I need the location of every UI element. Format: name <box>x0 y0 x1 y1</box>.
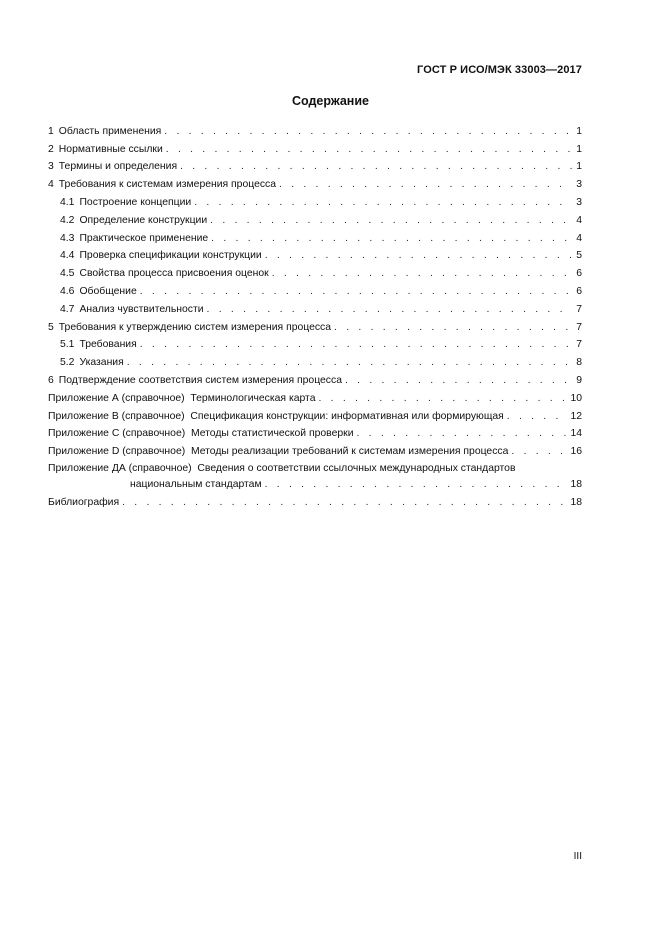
toc-entry-title: Приложение С (справочное) Методы статистической проверки <box>48 428 354 440</box>
toc-entry-page: 4 <box>576 232 582 244</box>
toc-entry[interactable] <box>48 120 582 138</box>
toc-entry-number: 4.5 <box>60 268 75 280</box>
toc-entry[interactable] <box>48 262 582 280</box>
toc-entry-page: 10 <box>570 392 582 404</box>
toc-entry-number: 5 <box>48 321 54 333</box>
toc-entry-page: 6 <box>576 285 582 297</box>
dot-leader <box>279 178 572 191</box>
toc-entry-appendix[interactable] <box>48 423 582 441</box>
dot-leader <box>511 445 566 458</box>
toc-entry-title: Термины и определения <box>58 161 178 173</box>
toc-entry-page: 7 <box>576 321 582 333</box>
toc-entry-title: Требования к системам измерения процесса <box>58 179 277 191</box>
toc-entry[interactable] <box>48 138 582 156</box>
toc-entry[interactable] <box>48 316 582 334</box>
toc-entry-title: Приложение А (справочное) Терминологическая карта <box>48 392 316 404</box>
toc-entry[interactable] <box>48 156 582 174</box>
toc-entry-title: Построение концепции <box>79 196 192 208</box>
dot-leader <box>272 267 573 280</box>
toc-entry-page: 7 <box>576 339 582 351</box>
toc-entry[interactable] <box>48 245 582 263</box>
dot-leader <box>140 285 572 298</box>
dot-leader <box>207 303 573 316</box>
toc-entry-number: 4.4 <box>60 250 75 262</box>
toc-entry-title: Требования к утверждению систем измерения процесса <box>58 321 332 333</box>
dot-leader <box>334 321 572 334</box>
toc-entry-title-continuation: национальным стандартам <box>130 479 262 491</box>
toc-entry-page: 9 <box>576 374 582 386</box>
toc-entry-number: 4.6 <box>60 285 75 297</box>
toc-entry-title: Приложение D (справочное) Методы реализации требований к системам измерения процесса <box>48 446 509 458</box>
toc-entry-page: 18 <box>570 479 582 491</box>
dot-leader <box>507 410 567 423</box>
toc-entry[interactable] <box>48 351 582 369</box>
dot-leader <box>127 356 572 369</box>
dot-leader <box>211 232 572 245</box>
toc-entry[interactable] <box>48 369 582 387</box>
toc-entry-title: Нормативные ссылки <box>58 143 163 155</box>
toc-entry-continuation <box>48 476 582 491</box>
toc-title: Содержание <box>291 94 369 108</box>
toc-entry[interactable] <box>48 191 582 209</box>
dot-leader <box>164 125 572 138</box>
toc-entry-page: 1 <box>576 125 582 137</box>
toc-entry-page: 12 <box>570 410 582 422</box>
toc-entry[interactable] <box>48 209 582 227</box>
toc-entry-title: Обобщение <box>79 285 137 297</box>
toc-entry-page: 3 <box>576 179 582 191</box>
toc-entry-appendix[interactable] <box>48 387 582 405</box>
toc-entry-title: Требования <box>79 339 137 351</box>
dot-leader <box>357 427 567 440</box>
toc-entry-title: Проверка спецификации конструкции <box>79 250 262 262</box>
toc-entry-number: 4.7 <box>60 303 75 315</box>
toc-entry-title: Область применения <box>58 125 162 137</box>
toc-entry-number: 5.1 <box>60 339 75 351</box>
toc-entry-number: 6 <box>48 374 54 386</box>
dot-leader <box>265 478 567 491</box>
toc-entry-title: Приложение В (справочное) Спецификация конструкции: информативная или формирующая <box>48 410 504 422</box>
toc-entry-page: 18 <box>570 496 582 508</box>
toc-entry-page: 6 <box>576 268 582 280</box>
toc-entry-number: 4.3 <box>60 232 75 244</box>
toc-entry-page: 1 <box>576 143 582 155</box>
toc-entry-page: 3 <box>576 196 582 208</box>
dot-leader <box>210 214 572 227</box>
dot-leader <box>345 374 572 387</box>
toc-entry-page: 16 <box>570 446 582 458</box>
toc-entry-title: Анализ чувствительности <box>79 303 204 315</box>
toc-entry-title: Указания <box>79 357 124 369</box>
toc-entry[interactable] <box>48 334 582 352</box>
toc-entry-page: 8 <box>576 357 582 369</box>
toc-entry-page: 5 <box>576 250 582 262</box>
toc-entry-page: 7 <box>576 303 582 315</box>
toc-entry-number: 2 <box>48 143 54 155</box>
toc-entry-title: Свойства процесса присвоения оценок <box>79 268 269 280</box>
toc-entry-page: 14 <box>570 428 582 440</box>
dot-leader <box>265 249 573 262</box>
toc-entry[interactable] <box>48 227 582 245</box>
toc-entry[interactable] <box>48 298 582 316</box>
toc-entry-title: Подтверждение соответствия систем измерения процесса <box>58 374 342 386</box>
dot-leader <box>166 143 572 156</box>
toc-entry-number: 3 <box>48 161 54 173</box>
dot-leader <box>180 160 572 173</box>
document-code: ГОСТ Р ИСО/МЭК 33003—2017 <box>417 64 582 76</box>
toc-entry[interactable] <box>48 173 582 191</box>
toc-entry-bibliography[interactable] <box>48 491 582 509</box>
dot-leader <box>122 496 566 509</box>
toc-entry-title: Библиография <box>48 496 120 508</box>
toc-entry-number: 4.2 <box>60 214 75 226</box>
toc-entry-title: Определение конструкции <box>79 214 208 226</box>
toc-entry-number: 4.1 <box>60 196 75 208</box>
toc-entry-appendix[interactable] <box>48 458 582 491</box>
toc-entry-page: 4 <box>576 214 582 226</box>
dot-leader <box>318 392 566 405</box>
toc-entry-page: 1 <box>576 161 582 173</box>
toc-entry-number: 1 <box>48 125 54 137</box>
dot-leader <box>194 196 572 209</box>
toc-entry-title: Практическое применение <box>79 232 209 244</box>
toc-entry[interactable] <box>48 280 582 298</box>
toc-entry-number: 4 <box>48 179 54 191</box>
toc-entry-appendix[interactable] <box>48 440 582 458</box>
toc-entry-number: 5.2 <box>60 357 75 369</box>
toc-entry-title: Приложение ДА (справочное) Сведения о соответствии ссылочных международных стандартов <box>48 463 516 475</box>
table-of-contents <box>48 120 582 509</box>
dot-leader <box>140 338 572 351</box>
toc-entry-appendix[interactable] <box>48 405 582 423</box>
page-number: III <box>573 851 582 862</box>
